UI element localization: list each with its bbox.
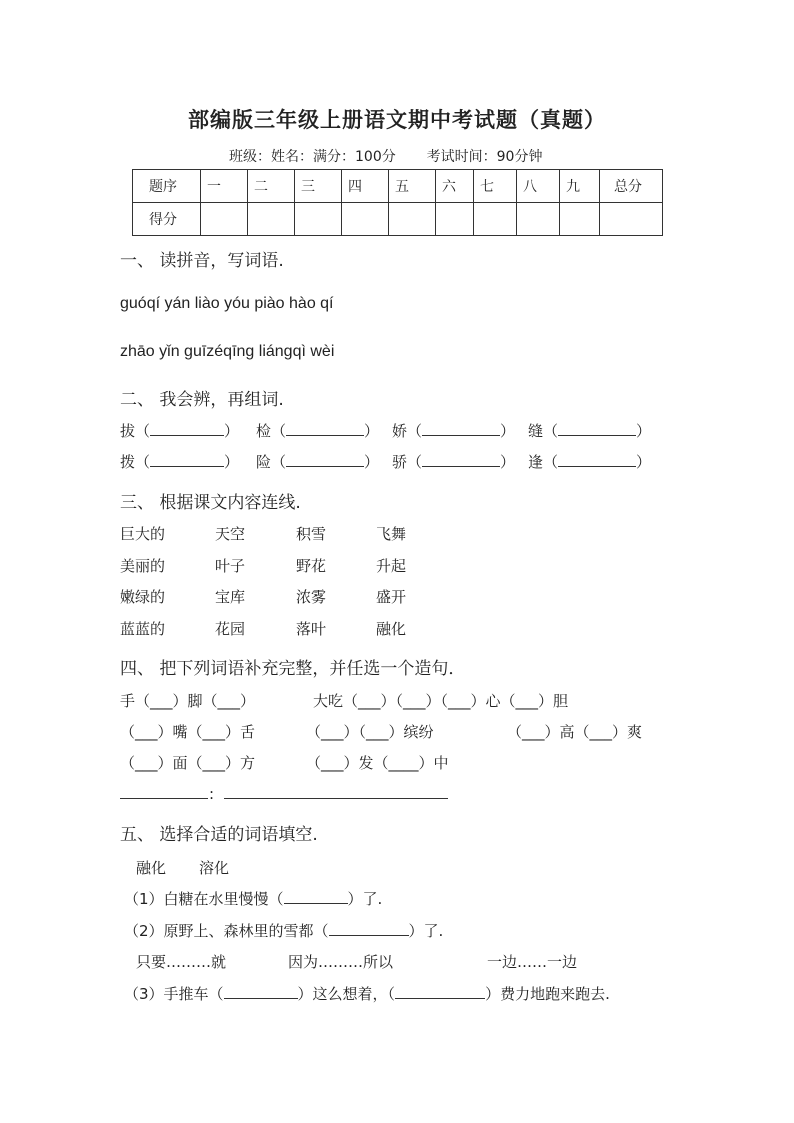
- idiom-fill[interactable]: （___）嘴（___）舌: [120, 723, 256, 741]
- word-blank-4: 缝（ ）: [528, 422, 652, 440]
- word-blank-7: 骄（ ）: [392, 453, 516, 471]
- match-word[interactable]: 叶子: [215, 557, 246, 575]
- colon: :: [209, 785, 215, 803]
- row-label: 得分: [133, 203, 201, 236]
- section-3-heading: 三、 根据课文内容连线.: [120, 493, 301, 513]
- option-word: 溶化: [199, 859, 230, 877]
- header-cell: 三: [295, 170, 342, 203]
- answer-blank[interactable]: [395, 984, 485, 999]
- answer-blank[interactable]: [329, 921, 409, 936]
- option-word: 融化: [136, 859, 167, 877]
- score-cell[interactable]: [201, 203, 248, 236]
- score-cell[interactable]: [295, 203, 342, 236]
- match-word[interactable]: 野花: [296, 557, 327, 575]
- option-word: 因为………所以: [288, 953, 394, 971]
- match-word[interactable]: 飞舞: [376, 525, 407, 543]
- answer-blank[interactable]: [422, 421, 500, 436]
- word-blank-5: 拨（ ）: [120, 453, 240, 471]
- option-word: 只要………就: [136, 953, 227, 971]
- header-cell: 一: [201, 170, 248, 203]
- class-name-score: 班级：姓名：满分：100分: [229, 149, 396, 165]
- header-cell: 八: [517, 170, 560, 203]
- word-blank-1: 拔（ ）: [120, 422, 240, 440]
- char: 检: [256, 422, 272, 440]
- match-word[interactable]: 融化: [376, 620, 407, 638]
- idiom-fill[interactable]: （___）高（___）爽: [507, 723, 643, 741]
- score-cell[interactable]: [342, 203, 389, 236]
- match-word[interactable]: 升起: [376, 557, 407, 575]
- pinyin-line-1: guóqí yán liào yóu piào hào qí: [120, 295, 334, 312]
- idiom-fill[interactable]: 手（___）脚（___）: [120, 692, 256, 710]
- header-cell: 二: [248, 170, 295, 203]
- match-word[interactable]: 宝库: [215, 588, 246, 606]
- section-1-heading: 一、 读拼音，写词语.: [120, 251, 284, 271]
- answer-blank[interactable]: [558, 452, 636, 467]
- word-blank-2: 检（ ）: [256, 422, 380, 440]
- score-table-header-row: [133, 170, 663, 203]
- pinyin-line-2: zhāo yǐn guīzéqīng liángqì wèi: [120, 343, 335, 360]
- char: 娇: [392, 422, 408, 440]
- score-cell[interactable]: [474, 203, 517, 236]
- char: 缝: [528, 422, 544, 440]
- question-3: （3）手推车（ ）这么想着，（ ）费力地跑来跑去.: [124, 985, 610, 1003]
- header-cell: 四: [342, 170, 389, 203]
- char: 险: [256, 453, 272, 471]
- section-2-heading: 二、 我会辨，再组词.: [120, 390, 284, 410]
- idiom-fill[interactable]: （___）（___）缤纷: [306, 723, 434, 741]
- score-table: [132, 169, 663, 236]
- match-word[interactable]: 落叶: [296, 620, 327, 638]
- char: 拔: [120, 422, 136, 440]
- answer-blank[interactable]: [422, 452, 500, 467]
- match-word[interactable]: 积雪: [296, 525, 327, 543]
- header-cell: 总分: [600, 170, 663, 203]
- sentence-line[interactable]: [224, 798, 448, 799]
- match-word[interactable]: 嫩绿的: [120, 588, 166, 606]
- match-word[interactable]: 花园: [215, 620, 246, 638]
- score-cell[interactable]: [248, 203, 295, 236]
- word-blank-8: 逢（ ）: [528, 453, 652, 471]
- section-4-heading: 四、 把下列词语补充完整，并任选一个造句．: [120, 659, 466, 679]
- header-cell: 题序: [133, 170, 201, 203]
- exam-time: 考试时间：90分钟: [426, 149, 543, 165]
- match-word[interactable]: 巨大的: [120, 525, 166, 543]
- header-cell: 六: [436, 170, 474, 203]
- score-cell[interactable]: [560, 203, 600, 236]
- answer-blank[interactable]: [284, 889, 348, 904]
- match-word[interactable]: 浓雾: [296, 588, 327, 606]
- answer-blank[interactable]: [558, 421, 636, 436]
- idiom-fill[interactable]: （___）面（___）方: [120, 754, 256, 772]
- char: 骄: [392, 453, 408, 471]
- idiom-fill[interactable]: 大吃（___）（___）（___）心（___）胆: [313, 692, 569, 710]
- header-cell: 九: [560, 170, 600, 203]
- header-cell: 五: [389, 170, 436, 203]
- answer-blank[interactable]: [286, 452, 364, 467]
- score-cell[interactable]: [517, 203, 560, 236]
- score-cell[interactable]: [600, 203, 663, 236]
- answer-blank[interactable]: [150, 452, 224, 467]
- option-word: 一边……一边: [487, 953, 578, 971]
- page-title: 部编版三年级上册语文期中考试题（真题）: [188, 107, 606, 132]
- header-cell: 七: [474, 170, 517, 203]
- question-1: （1）白糖在水里慢慢（ ）了.: [124, 890, 383, 908]
- score-cell[interactable]: [389, 203, 436, 236]
- answer-blank[interactable]: [150, 421, 224, 436]
- score-cell[interactable]: [436, 203, 474, 236]
- match-word[interactable]: 盛开: [376, 588, 407, 606]
- idiom-fill[interactable]: （___）发（____）中: [306, 754, 449, 772]
- answer-blank[interactable]: [286, 421, 364, 436]
- score-table-score-row: [133, 203, 663, 236]
- section-5-heading: 五、 选择合适的词语填空.: [120, 825, 318, 845]
- word-blank-6: 险（ ）: [256, 453, 380, 471]
- match-word[interactable]: 蓝蓝的: [120, 620, 166, 638]
- word-blank-3: 娇（ ）: [392, 422, 516, 440]
- match-word[interactable]: 天空: [215, 525, 246, 543]
- char: 逢: [528, 453, 544, 471]
- exam-info: [229, 146, 542, 166]
- char: 拨: [120, 453, 136, 471]
- match-word[interactable]: 美丽的: [120, 557, 166, 575]
- answer-blank[interactable]: [224, 984, 298, 999]
- question-2: （2）原野上、森林里的雪都（ ）了.: [124, 922, 444, 940]
- sentence-word-line[interactable]: [120, 798, 208, 799]
